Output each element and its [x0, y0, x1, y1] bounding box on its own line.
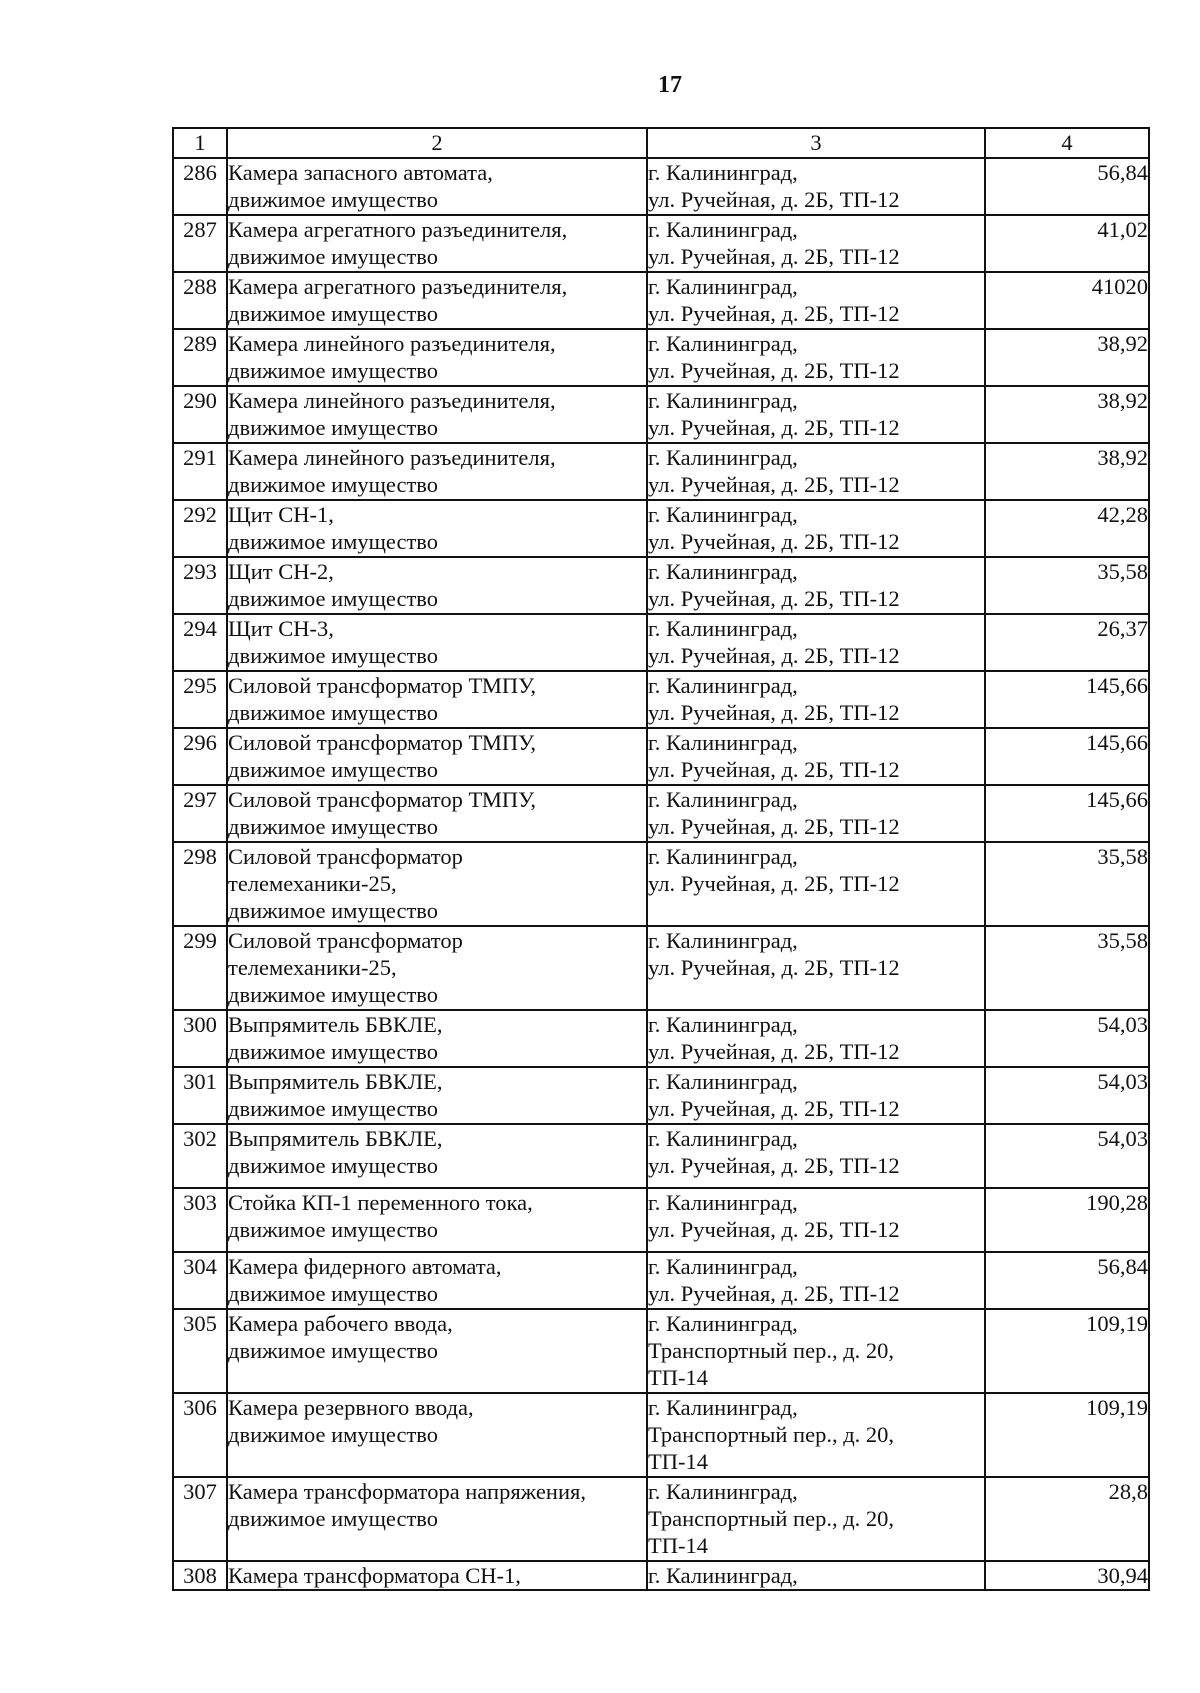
row-number: 291 — [173, 443, 227, 500]
table-row — [173, 671, 1149, 728]
value-cell: 109,19 — [985, 1309, 1149, 1393]
value-cell: 28,8 — [985, 1477, 1149, 1561]
address-line: ул. Ручейная, д. 2Б, ТП-12 — [648, 757, 900, 782]
value-cell: 38,92 — [985, 329, 1149, 386]
address-cell — [647, 443, 985, 500]
item-name-line: движимое имущество — [228, 358, 439, 383]
row-number: 306 — [173, 1393, 227, 1477]
item-name-line: Камера трансформатора СН-1, — [228, 1563, 521, 1588]
table-row — [173, 1477, 1149, 1561]
item-name-cell — [227, 1309, 647, 1393]
address-line: г. Калининград, — [648, 1395, 798, 1420]
table-row — [173, 386, 1149, 443]
column-header-name: 2 — [227, 128, 647, 158]
address-cell — [647, 671, 985, 728]
item-name-line: движимое имущество — [228, 1153, 439, 1178]
item-name-line: Щит СН-2, — [228, 559, 334, 584]
value-cell: 54,03 — [985, 1010, 1149, 1067]
address-line: ул. Ручейная, д. 2Б, ТП-12 — [648, 643, 900, 668]
address-cell — [647, 329, 985, 386]
table-row — [173, 1188, 1149, 1252]
address-line: ТП-14 — [648, 1449, 708, 1474]
property-table-container — [172, 127, 1148, 1591]
item-name-line: движимое имущество — [228, 757, 439, 782]
item-name-cell — [227, 1067, 647, 1124]
address-line: ТП-14 — [648, 1365, 708, 1390]
item-name-line: движимое имущество — [228, 415, 439, 440]
item-name-line: движимое имущество — [228, 472, 439, 497]
item-name-line: Щит СН-3, — [228, 616, 334, 641]
address-cell — [647, 842, 985, 926]
row-number: 302 — [173, 1124, 227, 1188]
address-cell — [647, 1124, 985, 1188]
address-cell — [647, 926, 985, 1010]
value-cell: 190,28 — [985, 1188, 1149, 1252]
item-name-cell — [227, 1188, 647, 1252]
address-line: г. Калининград, — [648, 274, 798, 299]
table-body — [173, 158, 1149, 1590]
value-cell: 54,03 — [985, 1067, 1149, 1124]
value-cell: 41020 — [985, 272, 1149, 329]
item-name-line: телемеханики-25, — [228, 955, 397, 980]
row-number: 290 — [173, 386, 227, 443]
address-line: ул. Ручейная, д. 2Б, ТП-12 — [648, 1096, 900, 1121]
address-line: ул. Ручейная, д. 2Б, ТП-12 — [648, 1217, 900, 1242]
column-header-address: 3 — [647, 128, 985, 158]
address-line: г. Калининград, — [648, 1479, 798, 1504]
row-number: 308 — [173, 1561, 227, 1590]
table-row — [173, 158, 1149, 215]
row-number: 286 — [173, 158, 227, 215]
value-cell: 145,66 — [985, 785, 1149, 842]
table-row — [173, 557, 1149, 614]
row-number: 288 — [173, 272, 227, 329]
address-line: г. Калининград, — [648, 388, 798, 413]
item-name-cell — [227, 443, 647, 500]
item-name-line: движимое имущество — [228, 1281, 439, 1306]
item-name-line: Камера агрегатного разъединителя, — [228, 274, 568, 299]
item-name-line: Выпрямитель БВКЛЕ, — [228, 1069, 443, 1094]
address-line: Транспортный пер., д. 20, — [648, 1506, 895, 1531]
table-row — [173, 926, 1149, 1010]
row-number: 301 — [173, 1067, 227, 1124]
item-name-cell — [227, 614, 647, 671]
value-cell: 30,94 — [985, 1561, 1149, 1590]
value-cell: 26,37 — [985, 614, 1149, 671]
item-name-line: Силовой трансформатор ТМПУ, — [228, 787, 537, 812]
address-line: ул. Ручейная, д. 2Б, ТП-12 — [648, 700, 900, 725]
address-cell — [647, 1393, 985, 1477]
page-number: 17 — [658, 72, 682, 98]
address-line: Транспортный пер., д. 20, — [648, 1338, 895, 1363]
item-name-line: движимое имущество — [228, 1039, 439, 1064]
address-cell — [647, 1010, 985, 1067]
item-name-line: движимое имущество — [228, 898, 439, 923]
address-cell — [647, 1477, 985, 1561]
address-line: ул. Ручейная, д. 2Б, ТП-12 — [648, 871, 900, 896]
item-name-cell — [227, 557, 647, 614]
address-cell — [647, 1188, 985, 1252]
address-cell — [647, 1252, 985, 1309]
value-cell: 35,58 — [985, 557, 1149, 614]
item-name-line: Камера линейного разъединителя, — [228, 445, 556, 470]
value-cell: 35,58 — [985, 842, 1149, 926]
address-cell — [647, 386, 985, 443]
item-name-line: движимое имущество — [228, 244, 439, 269]
address-line: г. Калининград, — [648, 1190, 798, 1215]
address-line: г. Калининград, — [648, 928, 798, 953]
column-header-value: 4 — [985, 128, 1149, 158]
address-line: ул. Ручейная, д. 2Б, ТП-12 — [648, 415, 900, 440]
item-name-line: движимое имущество — [228, 187, 439, 212]
value-cell: 41,02 — [985, 215, 1149, 272]
address-line: г. Калининград, — [648, 1069, 798, 1094]
row-number: 304 — [173, 1252, 227, 1309]
address-line: г. Калининград, — [648, 1012, 798, 1037]
item-name-line: движимое имущество — [228, 1096, 439, 1121]
item-name-line: движимое имущество — [228, 1338, 439, 1363]
address-line: ТП-14 — [648, 1533, 708, 1558]
item-name-line: Камера фидерного автомата, — [228, 1254, 502, 1279]
address-line: г. Калининград, — [648, 160, 798, 185]
item-name-line: телемеханики-25, — [228, 871, 397, 896]
table-row — [173, 500, 1149, 557]
value-cell: 54,03 — [985, 1124, 1149, 1188]
address-cell — [647, 1561, 985, 1590]
address-line: ул. Ручейная, д. 2Б, ТП-12 — [648, 955, 900, 980]
table-row — [173, 1252, 1149, 1309]
table-row — [173, 614, 1149, 671]
item-name-line: движимое имущество — [228, 1506, 439, 1531]
table-row — [173, 1393, 1149, 1477]
table-row — [173, 1124, 1149, 1188]
row-number: 297 — [173, 785, 227, 842]
address-line: ул. Ручейная, д. 2Б, ТП-12 — [648, 814, 900, 839]
address-cell — [647, 1067, 985, 1124]
item-name-cell — [227, 1561, 647, 1590]
address-cell — [647, 215, 985, 272]
address-line: ул. Ручейная, д. 2Б, ТП-12 — [648, 358, 900, 383]
address-cell — [647, 557, 985, 614]
table-row — [173, 272, 1149, 329]
address-line: ул. Ручейная, д. 2Б, ТП-12 — [648, 1039, 900, 1064]
item-name-cell — [227, 215, 647, 272]
row-number: 298 — [173, 842, 227, 926]
address-line: ул. Ручейная, д. 2Б, ТП-12 — [648, 586, 900, 611]
row-number: 296 — [173, 728, 227, 785]
item-name-line: Выпрямитель БВКЛЕ, — [228, 1126, 443, 1151]
item-name-line: Выпрямитель БВКЛЕ, — [228, 1012, 443, 1037]
item-name-line: движимое имущество — [228, 643, 439, 668]
item-name-cell — [227, 329, 647, 386]
item-name-cell — [227, 1252, 647, 1309]
header-row — [173, 128, 1149, 158]
row-number: 303 — [173, 1188, 227, 1252]
row-number: 307 — [173, 1477, 227, 1561]
item-name-cell — [227, 272, 647, 329]
item-name-cell — [227, 500, 647, 557]
address-line: г. Калининград, — [648, 616, 798, 641]
address-line: ул. Ручейная, д. 2Б, ТП-12 — [648, 1281, 900, 1306]
table-row — [173, 215, 1149, 272]
address-line: ул. Ручейная, д. 2Б, ТП-12 — [648, 187, 900, 212]
table-row — [173, 728, 1149, 785]
item-name-line: Камера линейного разъединителя, — [228, 331, 556, 356]
item-name-line: Камера агрегатного разъединителя, — [228, 217, 568, 242]
column-header-number: 1 — [173, 128, 227, 158]
row-number: 294 — [173, 614, 227, 671]
item-name-line: движимое имущество — [228, 1217, 439, 1242]
value-cell: 56,84 — [985, 1252, 1149, 1309]
item-name-line: Стойка КП-1 переменного тока, — [228, 1190, 533, 1215]
item-name-cell — [227, 728, 647, 785]
address-line: ул. Ручейная, д. 2Б, ТП-12 — [648, 1153, 900, 1178]
item-name-line: Силовой трансформатор — [228, 844, 463, 869]
value-cell: 145,66 — [985, 671, 1149, 728]
item-name-line: Щит СН-1, — [228, 502, 334, 527]
address-line: ул. Ручейная, д. 2Б, ТП-12 — [648, 529, 900, 554]
item-name-line: движимое имущество — [228, 301, 439, 326]
address-line: г. Калининград, — [648, 217, 798, 242]
table-row — [173, 1010, 1149, 1067]
item-name-line: Камера трансформатора напряжения, — [228, 1479, 586, 1504]
item-name-line: движимое имущество — [228, 529, 439, 554]
address-line: г. Калининград, — [648, 1254, 798, 1279]
table-row — [173, 785, 1149, 842]
property-table — [172, 127, 1150, 1591]
row-number: 289 — [173, 329, 227, 386]
item-name-line: Силовой трансформатор — [228, 928, 463, 953]
item-name-line: Силовой трансформатор ТМПУ, — [228, 730, 537, 755]
row-number: 287 — [173, 215, 227, 272]
item-name-cell — [227, 386, 647, 443]
address-line: г. Калининград, — [648, 787, 798, 812]
table-row — [173, 842, 1149, 926]
address-line: Транспортный пер., д. 20, — [648, 1422, 895, 1447]
row-number: 299 — [173, 926, 227, 1010]
item-name-line: Камера линейного разъединителя, — [228, 388, 556, 413]
address-cell — [647, 158, 985, 215]
item-name-cell — [227, 671, 647, 728]
item-name-line: движимое имущество — [228, 814, 439, 839]
value-cell: 56,84 — [985, 158, 1149, 215]
item-name-cell — [227, 1124, 647, 1188]
item-name-cell — [227, 785, 647, 842]
item-name-line: движимое имущество — [228, 1422, 439, 1447]
value-cell: 42,28 — [985, 500, 1149, 557]
table-row — [173, 1561, 1149, 1590]
address-line: г. Калининград, — [648, 331, 798, 356]
address-line: ул. Ручейная, д. 2Б, ТП-12 — [648, 472, 900, 497]
item-name-cell — [227, 158, 647, 215]
address-line: г. Калининград, — [648, 1563, 798, 1588]
address-cell — [647, 785, 985, 842]
table-row — [173, 329, 1149, 386]
table-row — [173, 1067, 1149, 1124]
row-number: 293 — [173, 557, 227, 614]
table-row — [173, 443, 1149, 500]
item-name-cell — [227, 842, 647, 926]
address-cell — [647, 1309, 985, 1393]
address-cell — [647, 614, 985, 671]
address-line: г. Калининград, — [648, 1311, 798, 1336]
item-name-line: движимое имущество — [228, 700, 439, 725]
address-cell — [647, 272, 985, 329]
row-number: 295 — [173, 671, 227, 728]
address-line: г. Калининград, — [648, 844, 798, 869]
value-cell: 145,66 — [985, 728, 1149, 785]
item-name-line: Камера рабочего ввода, — [228, 1311, 453, 1336]
address-line: г. Калининград, — [648, 673, 798, 698]
value-cell: 35,58 — [985, 926, 1149, 1010]
item-name-line: Камера запасного автомата, — [228, 160, 493, 185]
item-name-cell — [227, 1010, 647, 1067]
item-name-cell — [227, 1393, 647, 1477]
row-number: 305 — [173, 1309, 227, 1393]
address-line: ул. Ручейная, д. 2Б, ТП-12 — [648, 301, 900, 326]
address-line: г. Калининград, — [648, 445, 798, 470]
address-cell — [647, 500, 985, 557]
address-cell — [647, 728, 985, 785]
item-name-cell — [227, 1477, 647, 1561]
value-cell: 38,92 — [985, 443, 1149, 500]
address-line: ул. Ручейная, д. 2Б, ТП-12 — [648, 244, 900, 269]
row-number: 292 — [173, 500, 227, 557]
value-cell: 38,92 — [985, 386, 1149, 443]
item-name-line: Камера резервного ввода, — [228, 1395, 474, 1420]
address-line: г. Калининград, — [648, 1126, 798, 1151]
value-cell: 109,19 — [985, 1393, 1149, 1477]
item-name-line: движимое имущество — [228, 982, 439, 1007]
item-name-cell — [227, 926, 647, 1010]
row-number: 300 — [173, 1010, 227, 1067]
table-row — [173, 1309, 1149, 1393]
address-line: г. Калининград, — [648, 502, 798, 527]
address-line: г. Калининград, — [648, 559, 798, 584]
item-name-line: Силовой трансформатор ТМПУ, — [228, 673, 537, 698]
address-line: г. Калининград, — [648, 730, 798, 755]
item-name-line: движимое имущество — [228, 586, 439, 611]
